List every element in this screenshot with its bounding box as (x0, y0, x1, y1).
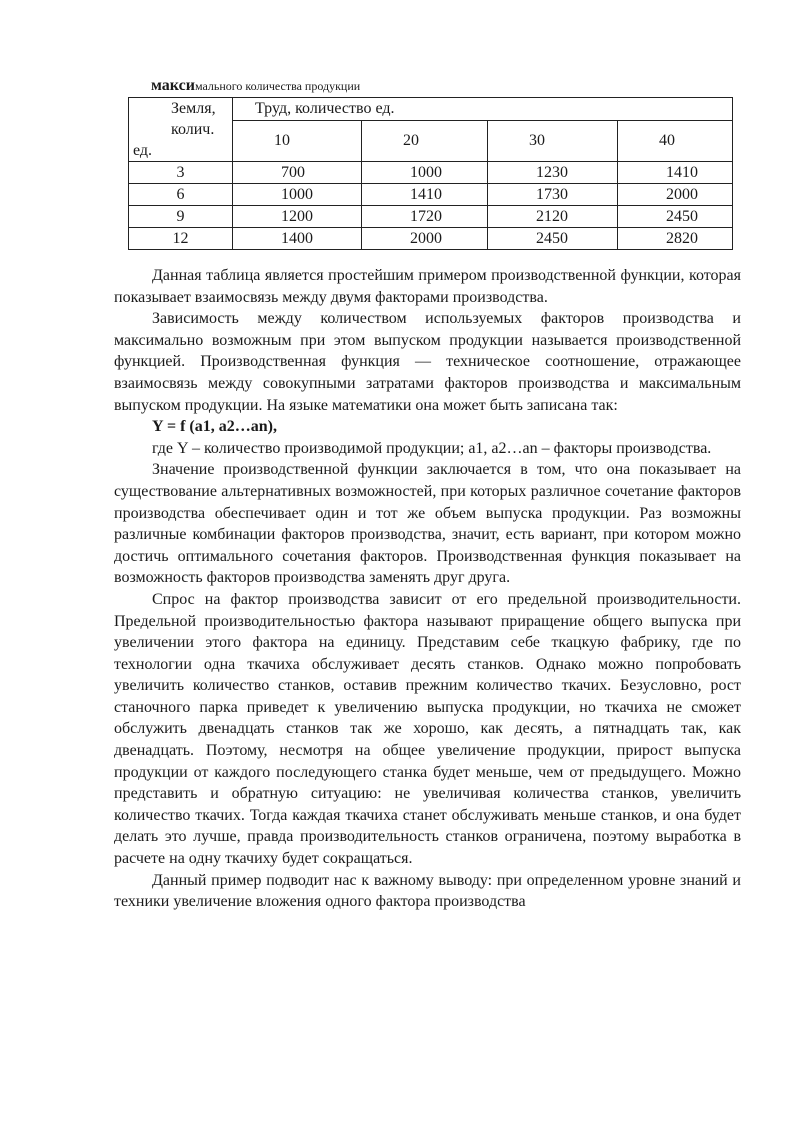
labor-value: 30 (488, 121, 618, 162)
labor-value: 10 (233, 121, 362, 162)
table-row (129, 206, 733, 228)
corner-line-2: колич. (171, 121, 215, 138)
table-row (129, 228, 733, 250)
formula: Y = f (a1, a2…an), (152, 418, 277, 436)
caption-bold: макси (151, 77, 195, 94)
output-cell: 2820 (618, 228, 733, 250)
corner-line-1: Земля, (171, 100, 216, 117)
paragraph: Значение производственной функции заключается в том, что она показывает на существование альтернативных возможностей, при которых различное сочетание факторов производства обеспечивает один и тот же объем выпуска продукции. Раз возможны различные комбинации факторов производства, значит, есть вариант, при котором можно достичь оптимального сочетания факторов. Производственная функция показывает на возможность факторов производства заменять друг друга. (114, 461, 741, 587)
land-value: 6 (129, 184, 233, 206)
output-cell: 1410 (618, 162, 733, 184)
labor-value: 20 (362, 121, 488, 162)
table-row (129, 184, 733, 206)
output-cell: 2000 (362, 228, 488, 250)
output-cell: 1410 (362, 184, 488, 206)
output-cell: 2000 (618, 184, 733, 206)
output-cell: 1720 (362, 206, 488, 228)
corner-line-3: ед. (133, 142, 153, 159)
output-cell: 1000 (362, 162, 488, 184)
output-cell: 1000 (233, 184, 362, 206)
output-cell: 1230 (488, 162, 618, 184)
paragraph: где Y – количество производимой продукции; a1, a2…an – факторы производства. (152, 439, 712, 457)
body-text (114, 265, 741, 913)
corner-header (129, 98, 233, 162)
caption-rest: мального количества продукции (194, 79, 361, 93)
land-value: 12 (129, 228, 233, 250)
labor-value: 40 (618, 121, 733, 162)
paragraph: Зависимость между количеством используемых факторов производства и максимально возможным при этом выпуском продукции называется производственной функцией. Производственная функция — техническое соотношение, отражающее взаимосвязь между совокупными затратами факторов производства и максимальным выпуском продукции. На языке математики она может быть записана так: (114, 310, 741, 414)
paragraph: Данный пример подводит нас к важному выводу: при определенном уровне знаний и техники увеличение вложения одного фактора производства (114, 871, 741, 911)
production-table (128, 97, 733, 250)
paragraph: Данная таблица является простейшим примером производственной функции, которая показывает взаимосвязь между двумя факторами производства. (114, 267, 741, 306)
paragraph: Спрос на фактор производства зависит от его предельной производительности. Предельной производительностью фактора называют приращение общего выпуска при увеличении этого фактора на единицу. Представим себе ткацкую фабрику, где по технологии одна ткачиха обслуживает десять станков. Однако можно попробовать увеличить количество станков, оставив прежним количество ткачих. Безусловно, рост станочного парка приведет к увеличению выпуска продукции, но ткачиха не сможет обслужить двенадцать станков так же хорошо, как десять, а пятнадцать так, как двенадцать. Поэтому, несмотря на общее увеличение продукции, прирост выпуска продукции от каждого последующего станка будет меньше, чем от предыдущего. Можно представить и обратную ситуацию: не увеличивая количества станков, увеличить количество ткачих. Тогда каждая ткачиха станет обслуживать меньше станков, и она будет делать это лучше, правда производительность станков ограничена, поэтому выработка в расчете на одну ткачиху будет сокращаться. (114, 590, 741, 868)
output-cell: 1730 (488, 184, 618, 206)
table-caption (151, 78, 360, 94)
output-cell: 2450 (618, 206, 733, 228)
output-cell: 700 (233, 162, 362, 184)
labor-header: Труд, количество ед. (233, 98, 733, 121)
output-cell: 2120 (488, 206, 618, 228)
output-cell: 2450 (488, 228, 618, 250)
table-row (129, 162, 733, 184)
output-cell: 1200 (233, 206, 362, 228)
output-cell: 1400 (233, 228, 362, 250)
land-value: 9 (129, 206, 233, 228)
land-value: 3 (129, 162, 233, 184)
